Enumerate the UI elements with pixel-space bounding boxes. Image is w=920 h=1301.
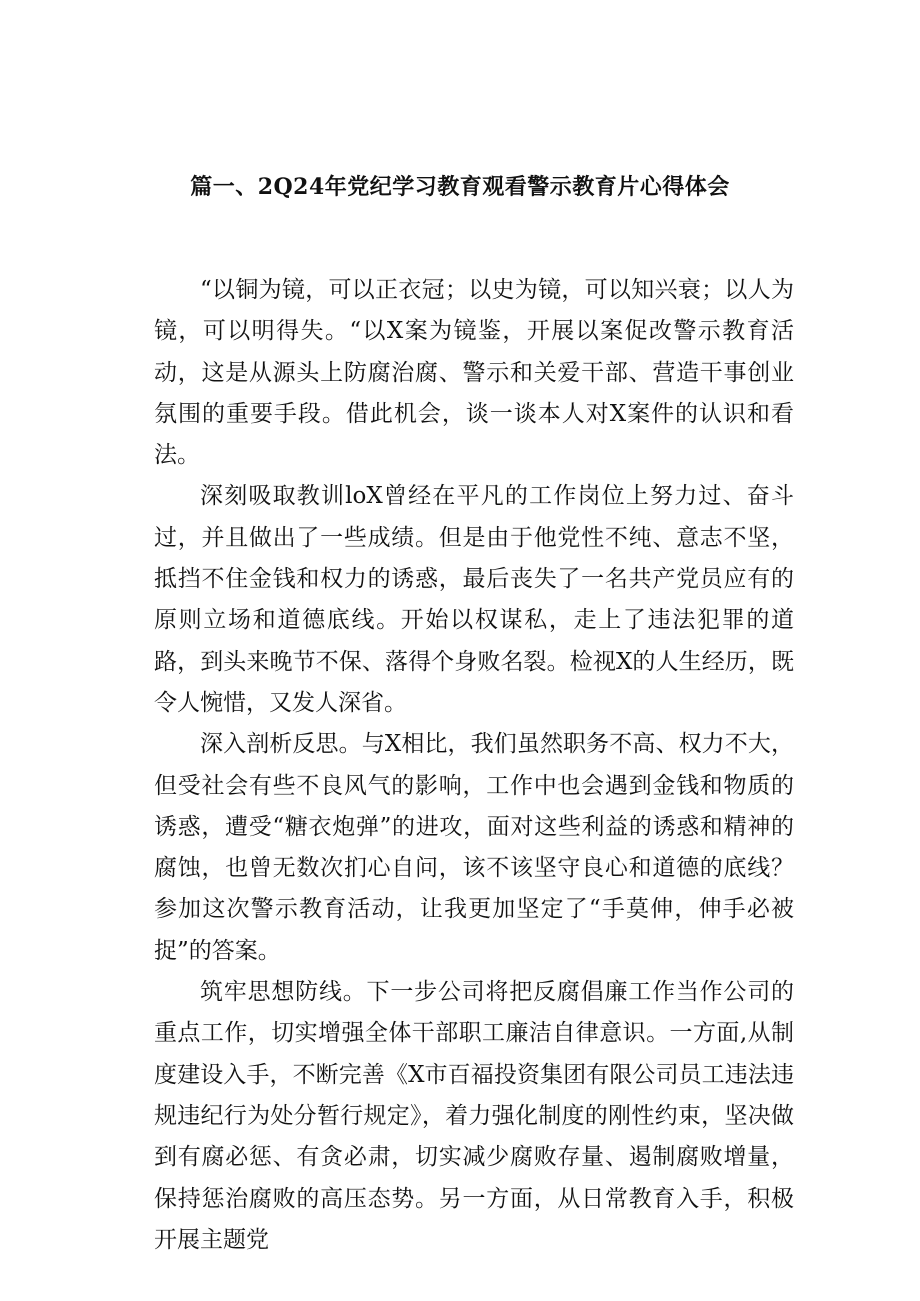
paragraph-reflection: 深入剖析反思。与X相比，我们虽然职务不高、权力不大，但受社会有些不良风气的影响，工作中也会遇到金钱和物质的诱惑，遭受“糖衣炮弹”的进攻，面对这些利益的诱惑和精神的腐蚀，也曾无数次扪心自问，该不该坚守良心和道德的底线？参加这次警示教育活动，让我更加坚定了“手莫伸，伸手必被捉”的答案。 xyxy=(154,731,794,964)
document-body xyxy=(154,270,794,1261)
paragraph-defense: 筑牢思想防线。下一步公司将把反腐倡廉工作当作公司的重点工作，切实增强全体干部职工廉洁自律意识。一方面,从制度建设入手，不断完善《X市百福投资集团有限公司员工违法违规违纪行为处分暂行规定》，着力强化制度的刚性约束，坚决做到有腐必惩、有贪必肃，切实减少腐败存量、遏制腐败增量，保持惩治腐败的高压态势。另一方面，从日常教育入手，积极开展主题党 xyxy=(154,979,794,1253)
paragraph-intro: “以铜为镜，可以正衣冠；以史为镜，可以知兴衰；以人为镜，可以明得失。“以X案为镜鉴，开展以案促改警示教育活动，这是从源头上防腐治腐、警示和关爱干部、营造干事创业氛围的重要手段。借此机会，谈一谈本人对X案件的认识和看法。 xyxy=(154,277,794,469)
paragraph-lessons: 深刻吸取教训loX曾经在平凡的工作岗位上努力过、奋斗过，并且做出了一些成绩。但是由于他党性不纯、意志不坚，抵挡不住金钱和权力的诱惑，最后丧失了一名共产党员应有的原则立场和道德底线。开始以权谋私，走上了违法犯罪的道路，到头来晚节不保、落得个身败名裂。检视X的人生经历，既令人惋惜，又发人深省。 xyxy=(154,483,794,716)
document-title: 篇一、2Q24年党纪学习教育观看警示教育片心得体会 xyxy=(190,174,730,200)
